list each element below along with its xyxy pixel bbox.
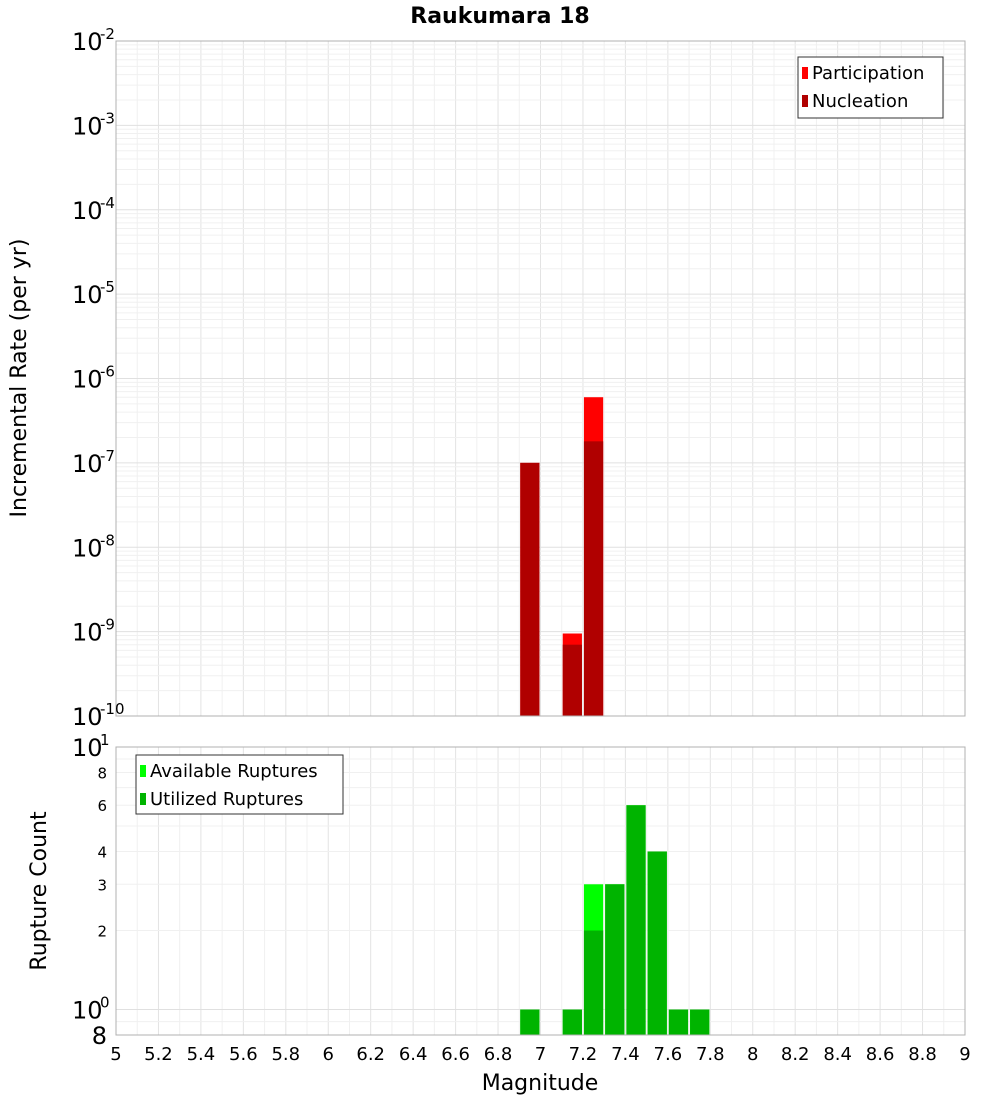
rupture-b-bar [669,1010,688,1035]
rupture-b-bar [648,851,667,1035]
y-tick-exponent: -6 [100,362,115,381]
rupture-count-panel [72,731,971,1065]
x-tick-label: 8.6 [865,1044,895,1065]
chart-title: Raukumara 18 [410,4,590,29]
y-tick-label: 10 [72,196,103,225]
y-tick-exponent: -9 [100,615,115,634]
x-tick-label: 5.6 [229,1044,258,1065]
x-tick-label: 5.8 [271,1044,301,1065]
x-tick-label: 7 [534,1044,547,1065]
y-tick-exponent: -5 [100,278,115,297]
y-tick-exponent: -8 [100,531,115,550]
y-tick-label: 10 [72,28,103,56]
rate-b-bar [520,463,539,716]
legend-swatch [802,95,808,107]
rupture-b-bar [605,884,624,1035]
legend-label: Utilized Ruptures [150,789,304,810]
x-tick-label: 7.8 [695,1044,725,1065]
rate-b-bar [563,645,582,716]
legend-label: Participation [812,63,925,84]
x-tick-label: 5.4 [186,1044,216,1065]
rupture-b-bar [690,1010,709,1035]
legend-swatch [140,765,146,777]
y-tick-label: 8 [97,764,107,783]
y-tick-label: 8 [91,1022,107,1050]
y-tick-label: 10 [72,618,103,647]
y-tick-label: 3 [97,876,107,895]
rupture-b-bar [520,1010,539,1035]
y-tick-label: 10 [72,365,103,394]
incremental-rate-panel [72,25,965,731]
x-tick-label: 8 [747,1044,759,1065]
x-tick-label: 5 [110,1044,122,1065]
y-tick-label: 10 [72,112,103,141]
legend-swatch [140,793,146,805]
x-tick-label: 8.8 [908,1044,937,1065]
y-tick-label: 10 [72,996,103,1025]
legend-label: Available Ruptures [150,761,318,782]
y-tick-label: 10 [72,281,103,310]
y-tick-exponent: -4 [100,193,115,212]
x-tick-label: 6.6 [441,1044,470,1065]
y-tick-exponent: -2 [100,25,115,43]
legend-label: Nucleation [812,91,909,112]
x-axis-label: Magnitude [481,1071,599,1096]
x-tick-label: 5.2 [144,1044,173,1065]
rupture-b-bar [626,805,645,1035]
x-tick-label: 8.4 [823,1044,852,1065]
rupture-b-bar [584,931,603,1035]
y-tick-exponent: -7 [100,446,115,465]
y-tick-label: 10 [72,703,103,731]
y-tick-exponent: 0 [100,993,110,1012]
x-tick-label: 6.2 [356,1044,386,1065]
x-tick-label: 9 [959,1044,971,1065]
top-y-axis-label: Incremental Rate (per yr) [7,238,32,518]
x-tick-label: 6.4 [398,1044,428,1065]
y-tick-label: 10 [72,534,103,563]
y-tick-label: 10 [72,734,103,762]
y-tick-exponent: -3 [100,109,115,128]
y-tick-exponent: -10 [100,700,125,718]
rupture-b-bar [563,1010,582,1035]
y-tick-label: 2 [97,922,107,941]
x-tick-label: 8.2 [780,1044,810,1065]
y-tick-label: 6 [97,797,107,816]
y-tick-exponent: 1 [100,731,110,749]
x-tick-label: 6 [322,1044,334,1065]
y-tick-label: 4 [97,843,107,862]
x-tick-label: 7.4 [611,1044,640,1065]
x-tick-label: 7.6 [653,1044,683,1065]
bottom-y-axis-label: Rupture Count [27,811,52,971]
y-tick-label: 10 [72,449,103,478]
rate-b-bar [584,441,603,716]
x-tick-label: 7.2 [568,1044,598,1065]
x-tick-label: 6.8 [483,1044,513,1065]
legend-swatch [802,67,808,79]
